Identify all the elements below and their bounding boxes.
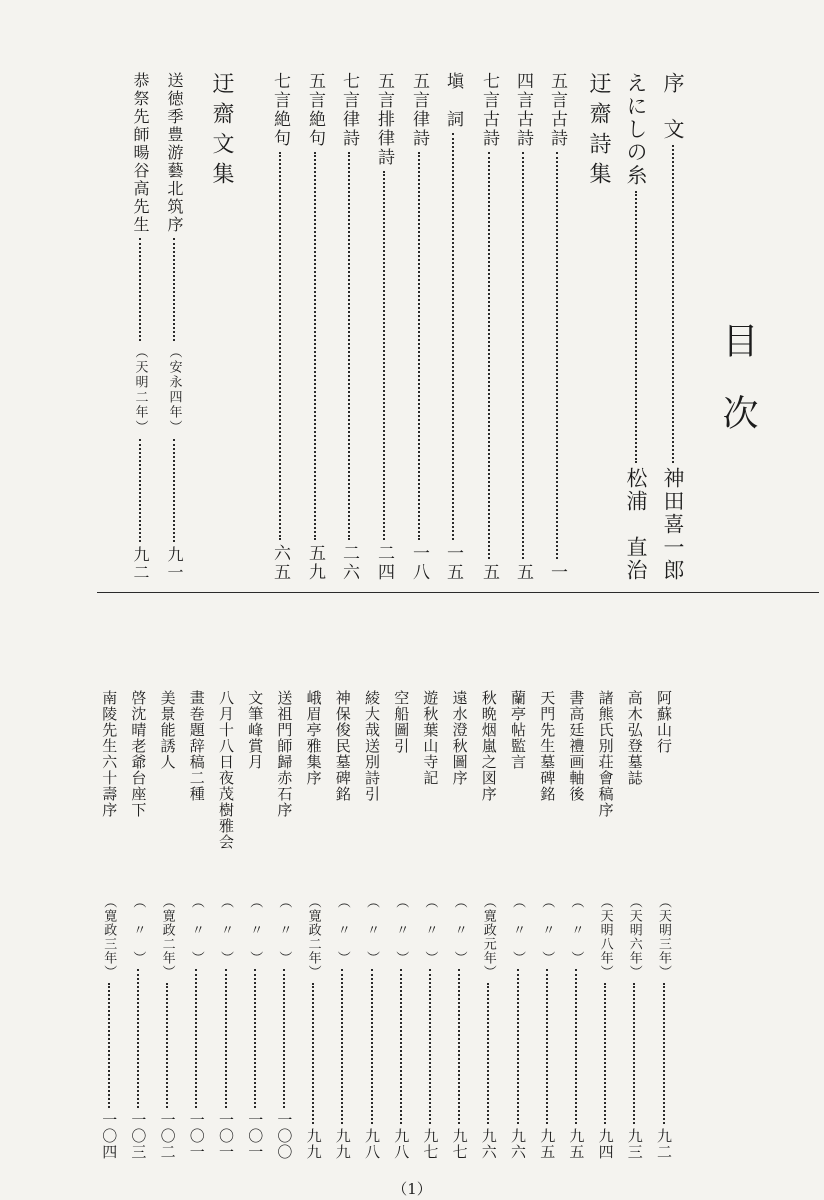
entry-title: 書高廷禮画軸後 [567,690,586,802]
dot-leader [633,983,635,1124]
entry-page: 二六 [339,544,359,582]
entry-author: 神田喜一郎 [661,467,685,582]
entry-title: 七言絶句 [270,72,290,148]
entry-page: 五九 [305,544,325,582]
toc-entry [567,690,586,1160]
dot-leader [139,439,141,542]
entry-title: 美景能誘人 [158,690,177,770]
entry-date-note: （ 〃 ） [539,895,555,965]
toc-entry [271,72,288,582]
entry-page: 一〇〇 [275,1112,294,1160]
entry-date-note: （ 〃 ） [364,895,379,965]
dot-leader [254,969,256,1108]
entry-title: 五言古詩 [547,72,567,148]
entry-date-note: （寛政二年） [159,895,175,979]
entry-page: 六五 [270,544,290,582]
dot-leader [348,152,350,540]
toc-entry [392,690,411,1160]
toc-entry [627,690,642,1160]
entry-date-note: （ 〃 ） [188,895,204,965]
entry-date-note: （ 〃 ） [130,895,146,965]
entry-page: 一〇三 [129,1112,148,1160]
entry-date-note: （ 〃 ） [510,895,525,965]
entry-title: 峨眉亭雅集序 [304,690,323,786]
entry-title: 空船圖引 [392,690,411,754]
entry-title: 遠水澄秋圖序 [450,690,469,786]
dot-leader [546,969,548,1124]
dot-leader [458,969,460,1124]
dot-leader [279,152,281,540]
entry-title: 文筆峰賞月 [246,690,265,770]
dot-leader [663,983,665,1124]
entry-page: 九二 [131,546,150,582]
page-number: （1） [392,1180,432,1198]
entry-title: 塡 詞 [443,72,463,129]
toc-entry [306,72,323,582]
entry-title: 送徳季豊游藝北筑序 [165,72,184,234]
dot-leader [429,969,431,1124]
entry-page: 九一 [165,546,184,582]
dot-leader [383,171,385,540]
entry-title: 七言古詩 [479,72,499,148]
dot-leader [488,152,490,559]
entry-title: 五言律詩 [409,72,429,148]
dot-leader [635,191,637,463]
toc-entry [335,690,350,1160]
dot-leader [517,969,519,1124]
dot-leader [225,969,227,1108]
entry-page: 九六 [509,1128,527,1160]
entry-title: 五言絶句 [305,72,325,148]
section-divider [97,592,819,593]
entry-title: 迂齋文集 [209,72,234,192]
entry-title: 畫巻題辞稿二種 [187,690,206,802]
entry-page: 一〇一 [217,1112,235,1160]
entry-title: 遊秋葉山寺記 [421,690,440,786]
toc-entry [132,72,148,582]
toc-entry [375,72,392,582]
entry-title: 啓沈晴老爺台座下 [129,690,148,818]
entry-date-note: （ 〃 ） [247,895,263,965]
dot-leader [312,983,314,1124]
toc-entry [421,690,440,1160]
dot-leader [604,983,606,1124]
entry-title: 送祖門師歸赤石序 [275,690,294,818]
entry-title: 八月十八日夜茂樹雅会 [217,690,235,850]
entry-page: 一〇二 [158,1112,177,1160]
dot-leader [371,969,373,1124]
entry-page: 一 [547,563,567,582]
dot-leader [522,152,524,559]
dot-leader [452,133,454,540]
entry-title: 高木弘登墓誌 [625,690,644,786]
entry-page: 九四 [596,1128,615,1160]
entry-page: 九三 [625,1128,644,1160]
toc-entry [160,690,175,1160]
toc-entry [587,72,609,582]
entry-date-note: （ 〃 ） [334,895,350,965]
entry-page: 九八 [392,1128,411,1160]
dot-leader [166,983,168,1108]
entry-title: 南陵先生六十壽序 [100,690,119,818]
entry-date-note: （天明三年） [656,895,671,979]
entry-page: 一〇一 [187,1112,206,1160]
toc-entry [189,690,204,1160]
dot-leader [108,983,110,1108]
entry-date-note: （天明二年） [132,345,148,435]
entry-author: 松浦 直治 [624,467,648,582]
toc-entry [364,690,379,1160]
entry-title: 天門先生墓碑銘 [538,690,557,802]
entry-date-note: （天明六年） [626,895,642,979]
entry-title: 秋晩烟嵐之図序 [479,690,498,802]
entry-title: 五言排律詩 [374,72,394,167]
toc-entry [598,690,613,1160]
toc-entry [625,72,646,582]
entry-date-note: （寛政元年） [480,895,496,979]
toc-entry [538,690,557,1160]
dot-leader [314,152,316,540]
entry-page: 九五 [538,1128,557,1160]
entry-title: 序 文 [661,72,685,141]
entry-page: 九七 [450,1128,469,1160]
entry-date-note: （ 〃 ） [451,895,467,965]
dot-leader [283,969,285,1108]
toc-entry [306,690,321,1160]
entry-page: 九二 [655,1128,673,1160]
entry-page: 九九 [304,1128,323,1160]
dot-leader [195,969,197,1108]
toc-entry [510,690,525,1160]
toc-entry [218,690,233,1160]
entry-title: 恭祭先師暘谷高先生 [131,72,150,234]
entry-title: えにしの糸 [624,72,648,187]
entry-title: 蘭亭帖監言 [509,690,527,770]
entry-page: 九六 [479,1128,498,1160]
entry-date-note: （寛政三年） [101,895,117,979]
dot-leader [575,969,577,1124]
toc-entry [100,690,119,1160]
toc-entry [548,72,565,582]
dot-leader [341,969,343,1124]
entry-title: 諸熊氏別荘會稿序 [596,690,615,818]
toc-entry [275,690,294,1160]
toc-entry [410,72,427,582]
entry-title: 綾大哉送別詩引 [363,690,381,802]
entry-page: 九八 [363,1128,381,1160]
dot-leader [173,439,175,542]
toc-entry [480,72,497,582]
entry-page: 五 [513,563,533,582]
entry-date-note: （安永四年） [166,345,182,435]
toc-entry [481,690,496,1160]
dot-leader [418,152,420,540]
entry-title: 迂齋詩集 [586,72,611,192]
entry-date-note: （ 〃 ） [393,895,409,965]
entry-title: 四言古詩 [513,72,533,148]
dot-leader [173,238,175,341]
entry-date-note: （ 〃 ） [276,895,292,965]
entry-date-note: （寛政二年） [305,895,321,979]
entry-date-note: （ 〃 ） [568,895,584,965]
dot-leader [137,969,139,1108]
entry-page: 二四 [374,544,394,582]
entry-page: 九九 [333,1128,352,1160]
entry-page: 一〇四 [100,1112,119,1160]
entry-date-note: （ 〃 ） [422,895,438,965]
toc-entry [129,690,148,1160]
dot-leader [139,238,141,341]
dot-leader [556,152,558,559]
toc-entry [246,690,265,1160]
entry-title: 阿蘇山行 [655,690,673,754]
entry-page: 九七 [421,1128,440,1160]
toc-entry [166,72,182,582]
entry-date-note: （ 〃 ） [218,895,233,965]
entry-page: 一五 [443,544,463,582]
entry-page: 一〇一 [246,1112,265,1160]
entry-title: 神保俊民墓碑銘 [333,690,352,802]
toc-entry [444,72,461,582]
entry-page: 一八 [409,544,429,582]
toc-entry [514,72,531,582]
entry-title: 七言律詩 [339,72,359,148]
toc-entry [452,690,467,1160]
entry-page: 九五 [567,1128,586,1160]
toc-entry [340,72,357,582]
toc-entry [662,72,683,582]
dot-leader [487,983,489,1124]
entry-date-note: （天明八年） [597,895,613,979]
entry-page: 五 [479,563,499,582]
toc-entry [656,690,671,1160]
toc-entry [210,72,232,582]
page-title: 目次 [717,322,758,466]
dot-leader [400,969,402,1124]
dot-leader [672,145,674,463]
